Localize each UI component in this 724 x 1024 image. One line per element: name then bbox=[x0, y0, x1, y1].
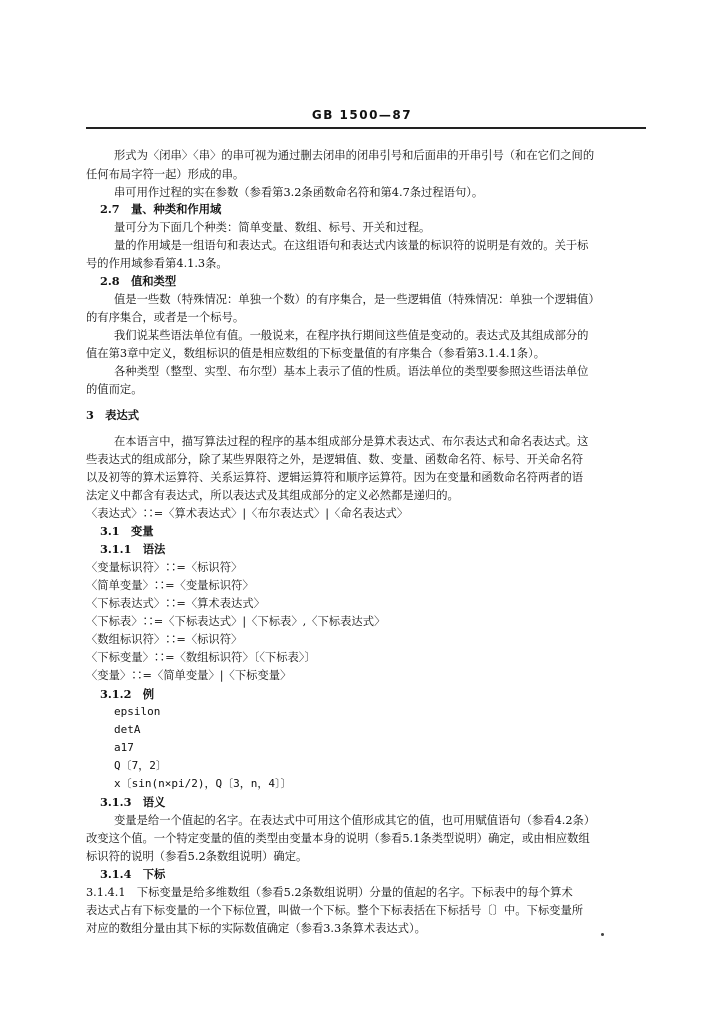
text-line: 形式为〈闭串〉〈串〉的串可视为通过删去闭串的闭串引号和后面串的开串引号（和在它们之间的 bbox=[114, 149, 595, 162]
example-line: detA bbox=[114, 723, 141, 736]
example-line: x〔sin(n×pi/2)，Q〔3，n，4〕〕 bbox=[114, 777, 292, 790]
syntax-line: 〈表达式〉∷=〈算术表达式〉|〈布尔表达式〉|〈命名表达式〉 bbox=[86, 507, 409, 520]
syntax-line: 〈简单变量〉∷=〈变量标识符〉 bbox=[86, 579, 254, 592]
syntax-line: 〈数组标识符〉∷=〈标识符〉 bbox=[86, 633, 243, 646]
section-heading-2-7: 2.7 量、种类和作用域 bbox=[100, 202, 222, 216]
syntax-line: 〈下标表〉∷=〈下标表达式〉|〈下标表〉,〈下标表达式〉 bbox=[86, 615, 386, 628]
text-line: 标识符的说明（参看5.2条数组说明）确定。 bbox=[86, 850, 308, 863]
text-line: 任何布局字符一起）形成的串。 bbox=[86, 168, 245, 181]
syntax-line: 〈变量〉∷=〈简单变量〉|〈下标变量〉 bbox=[86, 669, 292, 682]
section-heading-3-1: 3.1 变量 bbox=[100, 524, 154, 538]
text-line: 些表达式的组成部分，除了某些界限符之外，是逻辑值、数、变量、函数命名符、标号、开关命名符 bbox=[86, 453, 584, 466]
text-line: 的值而定。 bbox=[86, 383, 143, 396]
syntax-line: 〈下标表达式〉∷=〈算术表达式〉 bbox=[86, 597, 265, 610]
text-line: 量的作用域是一组语句和表达式。在这组语句和表达式内该量的标识符的说明是有效的。关于标 bbox=[114, 239, 589, 252]
text-line: 以及初等的算术运算符、关系运算符、逻辑运算符和顺序运算符。因为在变量和函数命名符两者的语 bbox=[86, 471, 584, 484]
section-heading-3-1-2: 3.1.2 例 bbox=[100, 687, 155, 701]
text-line: 我们说某些语法单位有值。一般说来，在程序执行期间这些值是变动的。表达式及其组成部分的 bbox=[114, 329, 589, 342]
text-line: 值在第3章中定义，数组标识的值是相应数组的下标变量值的有序集合（参看第3.1.4.1条）。 bbox=[86, 347, 546, 360]
syntax-line: 〈变量标识符〉∷=〈标识符〉 bbox=[86, 561, 243, 574]
text-line: 各种类型（整型、实型、布尔型）基本上表示了值的性质。语法单位的类型要参照这些语法单位 bbox=[114, 365, 589, 378]
chapter-heading-3: 3 表达式 bbox=[86, 408, 140, 422]
text-line: 的有序集合，或者是一个标号。 bbox=[86, 311, 245, 324]
text-line: 量可分为下面几个种类：简单变量、数组、标号、开关和过程。 bbox=[114, 221, 431, 234]
text-line: 法定义中都含有表达式，所以表达式及其组成部分的定义必然都是递归的。 bbox=[86, 489, 459, 502]
example-line: Q〔7，2〕 bbox=[114, 759, 167, 772]
section-heading-3-1-4: 3.1.4 下标 bbox=[100, 867, 166, 881]
text-line: 在本语言中，描写算法过程的程序的基本组成部分是算术表达式、布尔表达式和命名表达式。这 bbox=[114, 435, 589, 448]
text-line: 表达式占有下标变量的一个下标位置，叫做一个下标。整个下标表括在下标括号〔〕中。下标变量所 bbox=[86, 904, 584, 917]
header-rule bbox=[86, 127, 646, 129]
example-line: a17 bbox=[114, 741, 134, 754]
text-line: 3.1.4.1 下标变量是给多维数组（参看5.2条数组说明）分量的值起的名字。下标表中的每个算术 bbox=[86, 886, 573, 899]
section-heading-2-8: 2.8 值和类型 bbox=[100, 274, 177, 288]
page-header: GB 1500—87 bbox=[311, 108, 413, 122]
text-line: 串可用作过程的实在参数（参看第3.2条函数命名符和第4.7条过程语句）。 bbox=[114, 186, 484, 199]
text-line: 号的作用域参看第4.1.3条。 bbox=[86, 257, 228, 270]
scan-speck bbox=[601, 933, 604, 936]
text-line: 对应的数组分量由其下标的实际数值确定（参看3.3条算术表达式）。 bbox=[86, 922, 426, 935]
section-heading-3-1-3: 3.1.3 语义 bbox=[100, 795, 166, 809]
section-heading-3-1-1: 3.1.1 语法 bbox=[100, 542, 166, 556]
syntax-line: 〈下标变量〉∷=〈数组标识符〉〔〈下标表〉〕 bbox=[86, 651, 316, 664]
text-line: 值是一些数（特殊情况：单独一个数）的有序集合，是一些逻辑值（特殊情况：单独一个逻辑值） bbox=[114, 293, 600, 306]
text-line: 变量是给一个值起的名字。在表达式中可用这个值形成其它的值，也可用赋值语句（参看4.2条） bbox=[114, 814, 596, 827]
example-line: epsilon bbox=[114, 705, 161, 718]
text-line: 改变这个值。一个特定变量的值的类型由变量本身的说明（参看5.1条类型说明）确定，或由相应数组 bbox=[86, 832, 590, 845]
